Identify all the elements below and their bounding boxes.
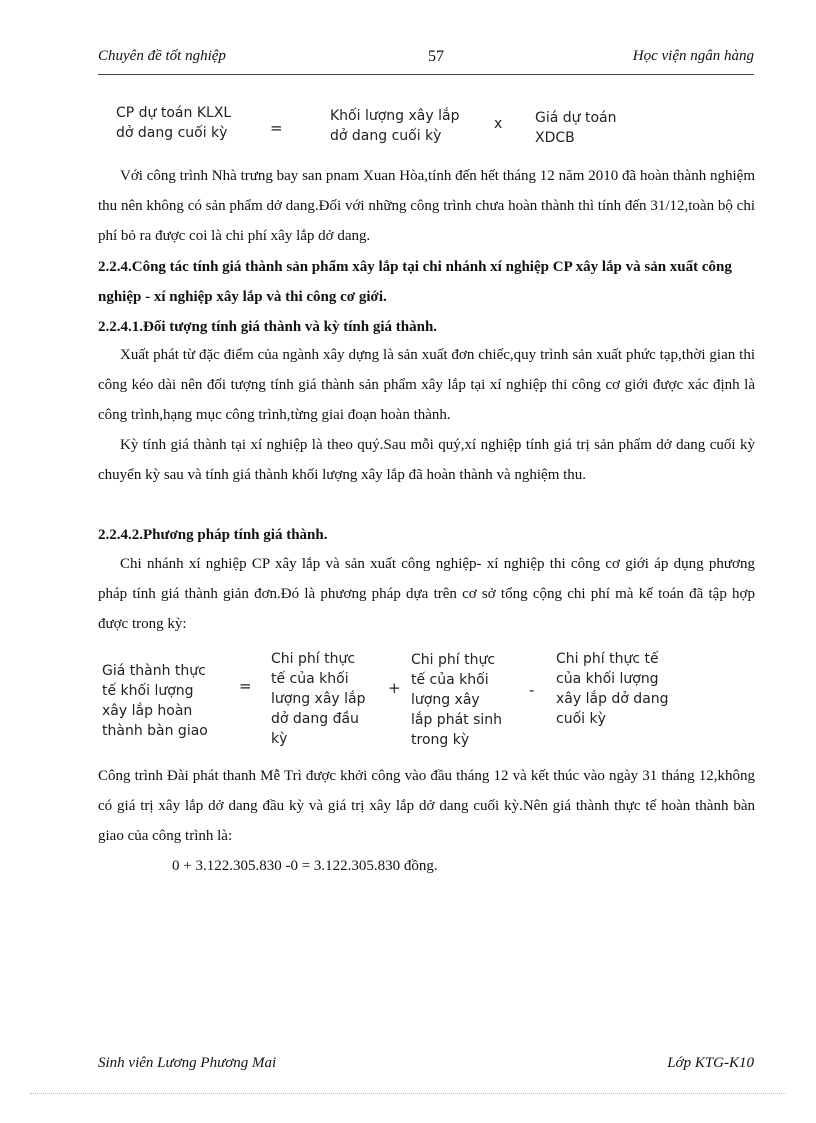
heading-2-2-4-1: 2.2.4.1.Đối tượng tính giá thành và kỳ tính giá thành. [98, 319, 438, 335]
paragraph-project-example: Công trình Đài phát thanh Mễ Trì được khởi công vào đầu tháng 12 và kết thúc vào ngày 31 tháng 12,không có giá trị xây lắp dở dang đầu kỳ và giá trị xây lắp dở dang cuối kỳ.Nên giá thành thực tế hoàn thành bàn giao của công trình là: [98, 768, 755, 844]
paragraph-wip-status: Với công trình Nhà trưng bay san pnam Xuan Hòa,tính đến hết tháng 12 năm 2010 đã hoàn thành nghiệm thu nên không có sản phẩm dở dang.Đối với những công trình chưa hoàn thành thì tính đến 31/12,toàn bộ chi phí bỏ ra được coi là chi phí xây lắp dở dang. [98, 168, 755, 244]
formula1-lhs: CP dự toán KLXL dở dang cuối kỳ [116, 105, 232, 141]
footer-divider [30, 1093, 786, 1094]
formula2-equals: = [239, 677, 252, 695]
formula2-opening-wip: Chi phí thực tế của khối lượng xây lắp dở dang đầu kỳ [271, 651, 366, 747]
footer-class: Lớp KTG-K10 [667, 1055, 754, 1071]
paragraph-costing-object: Xuất phát từ đặc điểm của ngành xây dựng là sản xuất đơn chiếc,quy trình sản xuất phức tạp,thời gian thi công kéo dài nên đối tượng tính giá thành sản phẩm xây lắp tại xí nghiệp thi công cơ giới được xác định là công trình,hạng mục công trình,từng giai đoạn hoàn thành. [98, 347, 755, 423]
header-title: Chuyên đề tốt nghiệp [98, 48, 226, 64]
formula1-times: x [494, 116, 503, 132]
paragraph-costing-period: Kỳ tính giá thành tại xí nghiệp là theo quý.Sau mỗi quý,xí nghiệp tính giá trị sản phẩm dở dang cuối kỳ chuyển kỳ sau và tính giá thành khối lượng xây lắp đã hoàn thành và nghiệm thu. [98, 437, 755, 483]
page-number: 57 [428, 48, 444, 65]
formula1-rhs: Giá dự toán XDCB [535, 110, 617, 146]
heading-2-2-4-2: 2.2.4.2.Phương pháp tính giá thành. [98, 527, 328, 543]
formula1-equals: = [270, 119, 283, 137]
formula2-closing-wip: Chi phí thực tế của khối lượng xây lắp dở dang cuối kỳ [556, 651, 669, 727]
header-divider [98, 74, 754, 75]
formula2-minus: - [529, 681, 535, 699]
header-institution: Học viện ngân hàng [632, 48, 754, 64]
formula2-period-cost: Chi phí thực tế của khối lượng xây lắp phát sinh trong kỳ [411, 652, 503, 748]
page-footer [98, 1055, 754, 1079]
formula1-mid: Khối lượng xây lắp dở dang cuối kỳ [330, 108, 460, 144]
paragraph-costing-method: Chi nhánh xí nghiệp CP xây lắp và sản xuất công nghiệp- xí nghiệp thi công cơ giới áp dụng phương pháp tính giá thành giản đơn.Đó là phương pháp dựa trên cơ sở tổng cộng chi phí mà kế toán đã tập hợp được trong kỳ: [98, 556, 755, 632]
heading-2-2-4: 2.2.4.Công tác tính giá thành sản phẩm xây lắp tại chi nhánh xí nghiệp CP xây lắp và sản xuất công nghiệp - xí nghiệp xây lắp và thi công cơ giới. [98, 259, 732, 305]
calculation-result: 0 + 3.122.305.830 -0 = 3.122.305.830 đồng. [172, 858, 438, 874]
formula2-plus: + [388, 679, 401, 697]
formula2-actual-cost: Giá thành thực tế khối lượng xây lắp hoàn thành bàn giao [102, 663, 208, 739]
page-header [98, 48, 754, 72]
footer-student: Sinh viên Lương Phương Mai [98, 1055, 277, 1071]
